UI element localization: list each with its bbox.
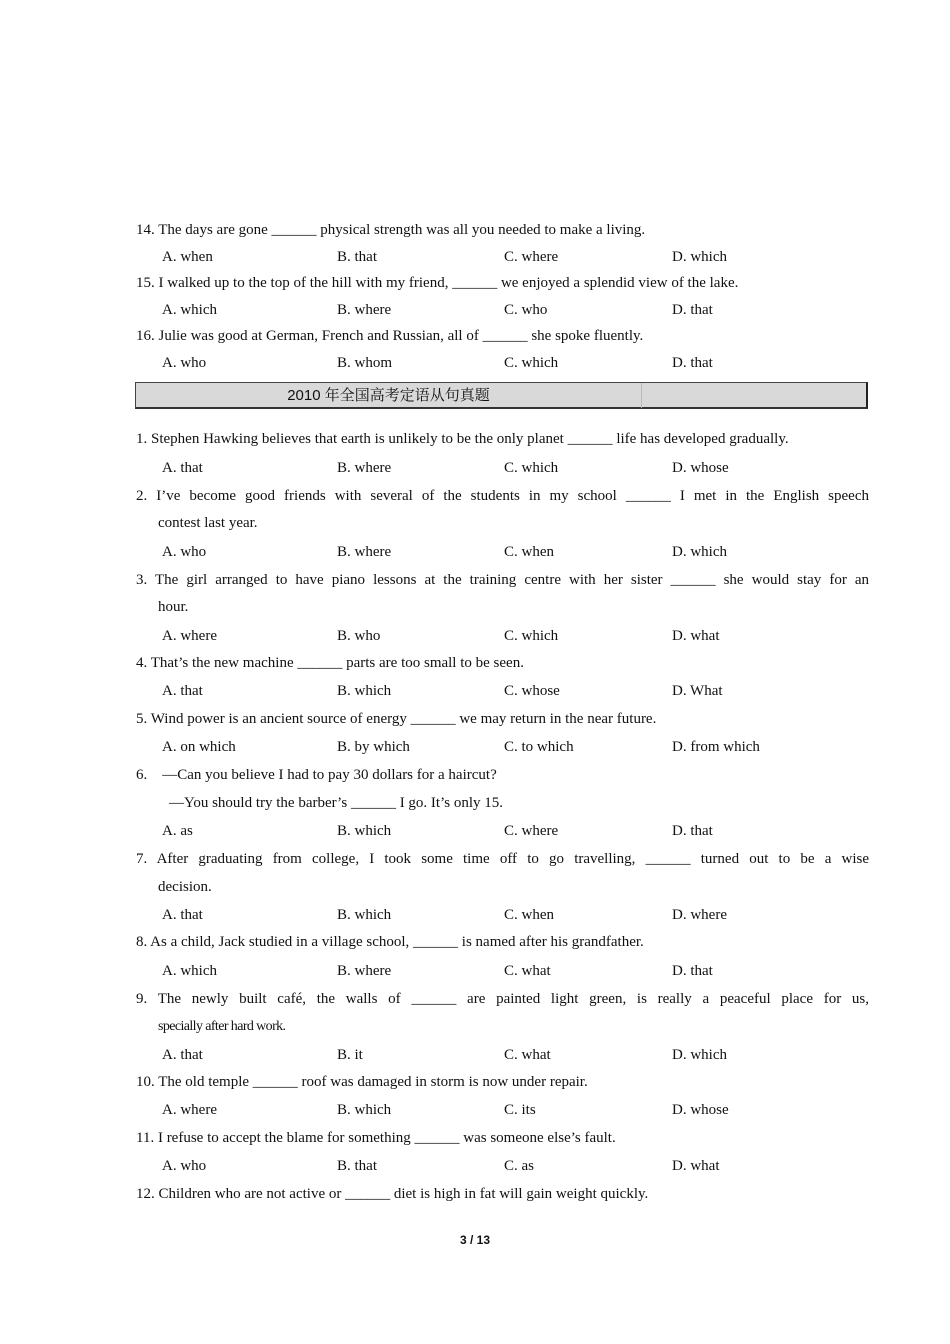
question-1-text: 1. Stephen Hawking believes that earth is unlikely to be the only planet ______ life has developed gradually. <box>136 431 789 447</box>
question-3-option-c: C. which <box>504 628 559 644</box>
question-2-text: 2. I’ve become good friends with several of the students in my school ______ I met in the English speech <box>136 488 869 504</box>
question-4-option-c: C. whose <box>504 683 560 699</box>
question-1-option-c: C. which <box>504 460 559 476</box>
question-5-option-b: B. by which <box>337 739 410 755</box>
question-10-option-d: D. whose <box>672 1102 729 1118</box>
question-11-option-d: D. what <box>672 1158 720 1174</box>
question-9-option-d: D. which <box>672 1047 727 1063</box>
question-15-option-a: A. which <box>162 302 217 318</box>
section-header-divider <box>641 383 642 408</box>
question-16-text: 16. Julie was good at German, French and Russian, all of ______ she spoke fluently. <box>136 328 644 344</box>
question-6-option-c: C. where <box>504 823 559 839</box>
question-9-option-c: C. what <box>504 1047 551 1063</box>
section-header <box>135 382 868 409</box>
question-14-option-a: A. when <box>162 249 213 265</box>
question-1-option-d: D. whose <box>672 460 729 476</box>
question-7-option-d: D. where <box>672 907 727 923</box>
question-14-option-b: B. that <box>337 249 377 265</box>
question-16-option-d: D. that <box>672 355 713 371</box>
question-6-option-a: A. as <box>162 823 193 839</box>
question-5-option-c: C. to which <box>504 739 574 755</box>
question-7-option-b: B. which <box>337 907 392 923</box>
question-10-option-b: B. which <box>337 1102 392 1118</box>
question-4-option-a: A. that <box>162 683 203 699</box>
question-11-text: 11. I refuse to accept the blame for something ______ was someone else’s fault. <box>136 1130 616 1146</box>
question-4-option-d: D. What <box>672 683 723 699</box>
question-14-option-d: D. which <box>672 249 727 265</box>
question-16-option-a: A. who <box>162 355 207 371</box>
question-2-option-c: C. when <box>504 544 554 560</box>
question-15-option-d: D. that <box>672 302 713 318</box>
question-2-text-cont: contest last year. <box>158 515 258 531</box>
question-5-option-a: A. on which <box>162 739 236 755</box>
question-6-option-d: D. that <box>672 823 713 839</box>
question-1-option-b: B. where <box>337 460 392 476</box>
question-9-option-a: A. that <box>162 1047 203 1063</box>
question-2-option-b: B. where <box>337 544 392 560</box>
question-11-option-a: A. who <box>162 1158 207 1174</box>
question-5-text: 5. Wind power is an ancient source of energy ______ we may return in the near future. <box>136 711 657 727</box>
question-9-text-cont: specially after hard work. <box>158 1019 286 1034</box>
question-1-option-a: A. that <box>162 460 203 476</box>
question-6-text: 6. —Can you believe I had to pay 30 dollars for a haircut? <box>136 767 497 783</box>
question-15-text: 15. I walked up to the top of the hill with my friend, ______ we enjoyed a splendid view of the lake. <box>136 275 739 291</box>
question-7-text: 7. After graduating from college, I took some time off to go travelling, ______ turned out to be a wise <box>136 851 869 867</box>
question-8-option-d: D. that <box>672 963 713 979</box>
question-9-option-b: B. it <box>337 1047 363 1063</box>
question-14-option-c: C. where <box>504 249 559 265</box>
question-16-option-b: B. whom <box>337 355 393 371</box>
question-5-option-d: D. from which <box>672 739 760 755</box>
question-7-option-a: A. that <box>162 907 203 923</box>
question-11-option-b: B. that <box>337 1158 377 1174</box>
question-3-text-cont: hour. <box>158 599 189 615</box>
question-8-option-b: B. where <box>337 963 392 979</box>
question-8-option-c: C. what <box>504 963 551 979</box>
question-3-option-a: A. where <box>162 628 217 644</box>
section-header-title: 2010 年全国高考定语从句真题 <box>287 387 490 404</box>
question-6-option-b: B. which <box>337 823 392 839</box>
question-7-option-c: C. when <box>504 907 554 923</box>
question-10-text: 10. The old temple ______ roof was damaged in storm is now under repair. <box>136 1074 588 1090</box>
question-11-option-c: C. as <box>504 1158 534 1174</box>
question-2-option-a: A. who <box>162 544 207 560</box>
question-3-option-b: B. who <box>337 628 381 644</box>
question-6-text-cont: —You should try the barber’s ______ I go. It’s only 15. <box>169 795 504 811</box>
question-14-text: 14. The days are gone ______ physical strength was all you needed to make a living. <box>136 222 646 238</box>
question-15-option-c: C. who <box>504 302 548 318</box>
question-12-text: 12. Children who are not active or ______ diet is high in fat will gain weight quickly. <box>136 1186 649 1202</box>
question-15-option-b: B. where <box>337 302 392 318</box>
question-10-option-a: A. where <box>162 1102 217 1118</box>
question-9-text: 9. The newly built café, the walls of ______ are painted light green, is really a peaceful place for us, <box>136 991 869 1007</box>
question-4-option-b: B. which <box>337 683 392 699</box>
question-3-option-d: D. what <box>672 628 720 644</box>
question-7-text-cont: decision. <box>158 879 212 895</box>
question-2-option-d: D. which <box>672 544 727 560</box>
question-8-text: 8. As a child, Jack studied in a village school, ______ is named after his grandfather. <box>136 934 644 950</box>
question-16-option-c: C. which <box>504 355 559 371</box>
question-3-text: 3. The girl arranged to have piano lessons at the training centre with her sister ______ she would stay for an <box>136 572 869 588</box>
page-number: 3 / 13 <box>459 1233 491 1247</box>
question-8-option-a: A. which <box>162 963 217 979</box>
question-4-text: 4. That’s the new machine ______ parts are too small to be seen. <box>136 655 524 671</box>
question-10-option-c: C. its <box>504 1102 536 1118</box>
